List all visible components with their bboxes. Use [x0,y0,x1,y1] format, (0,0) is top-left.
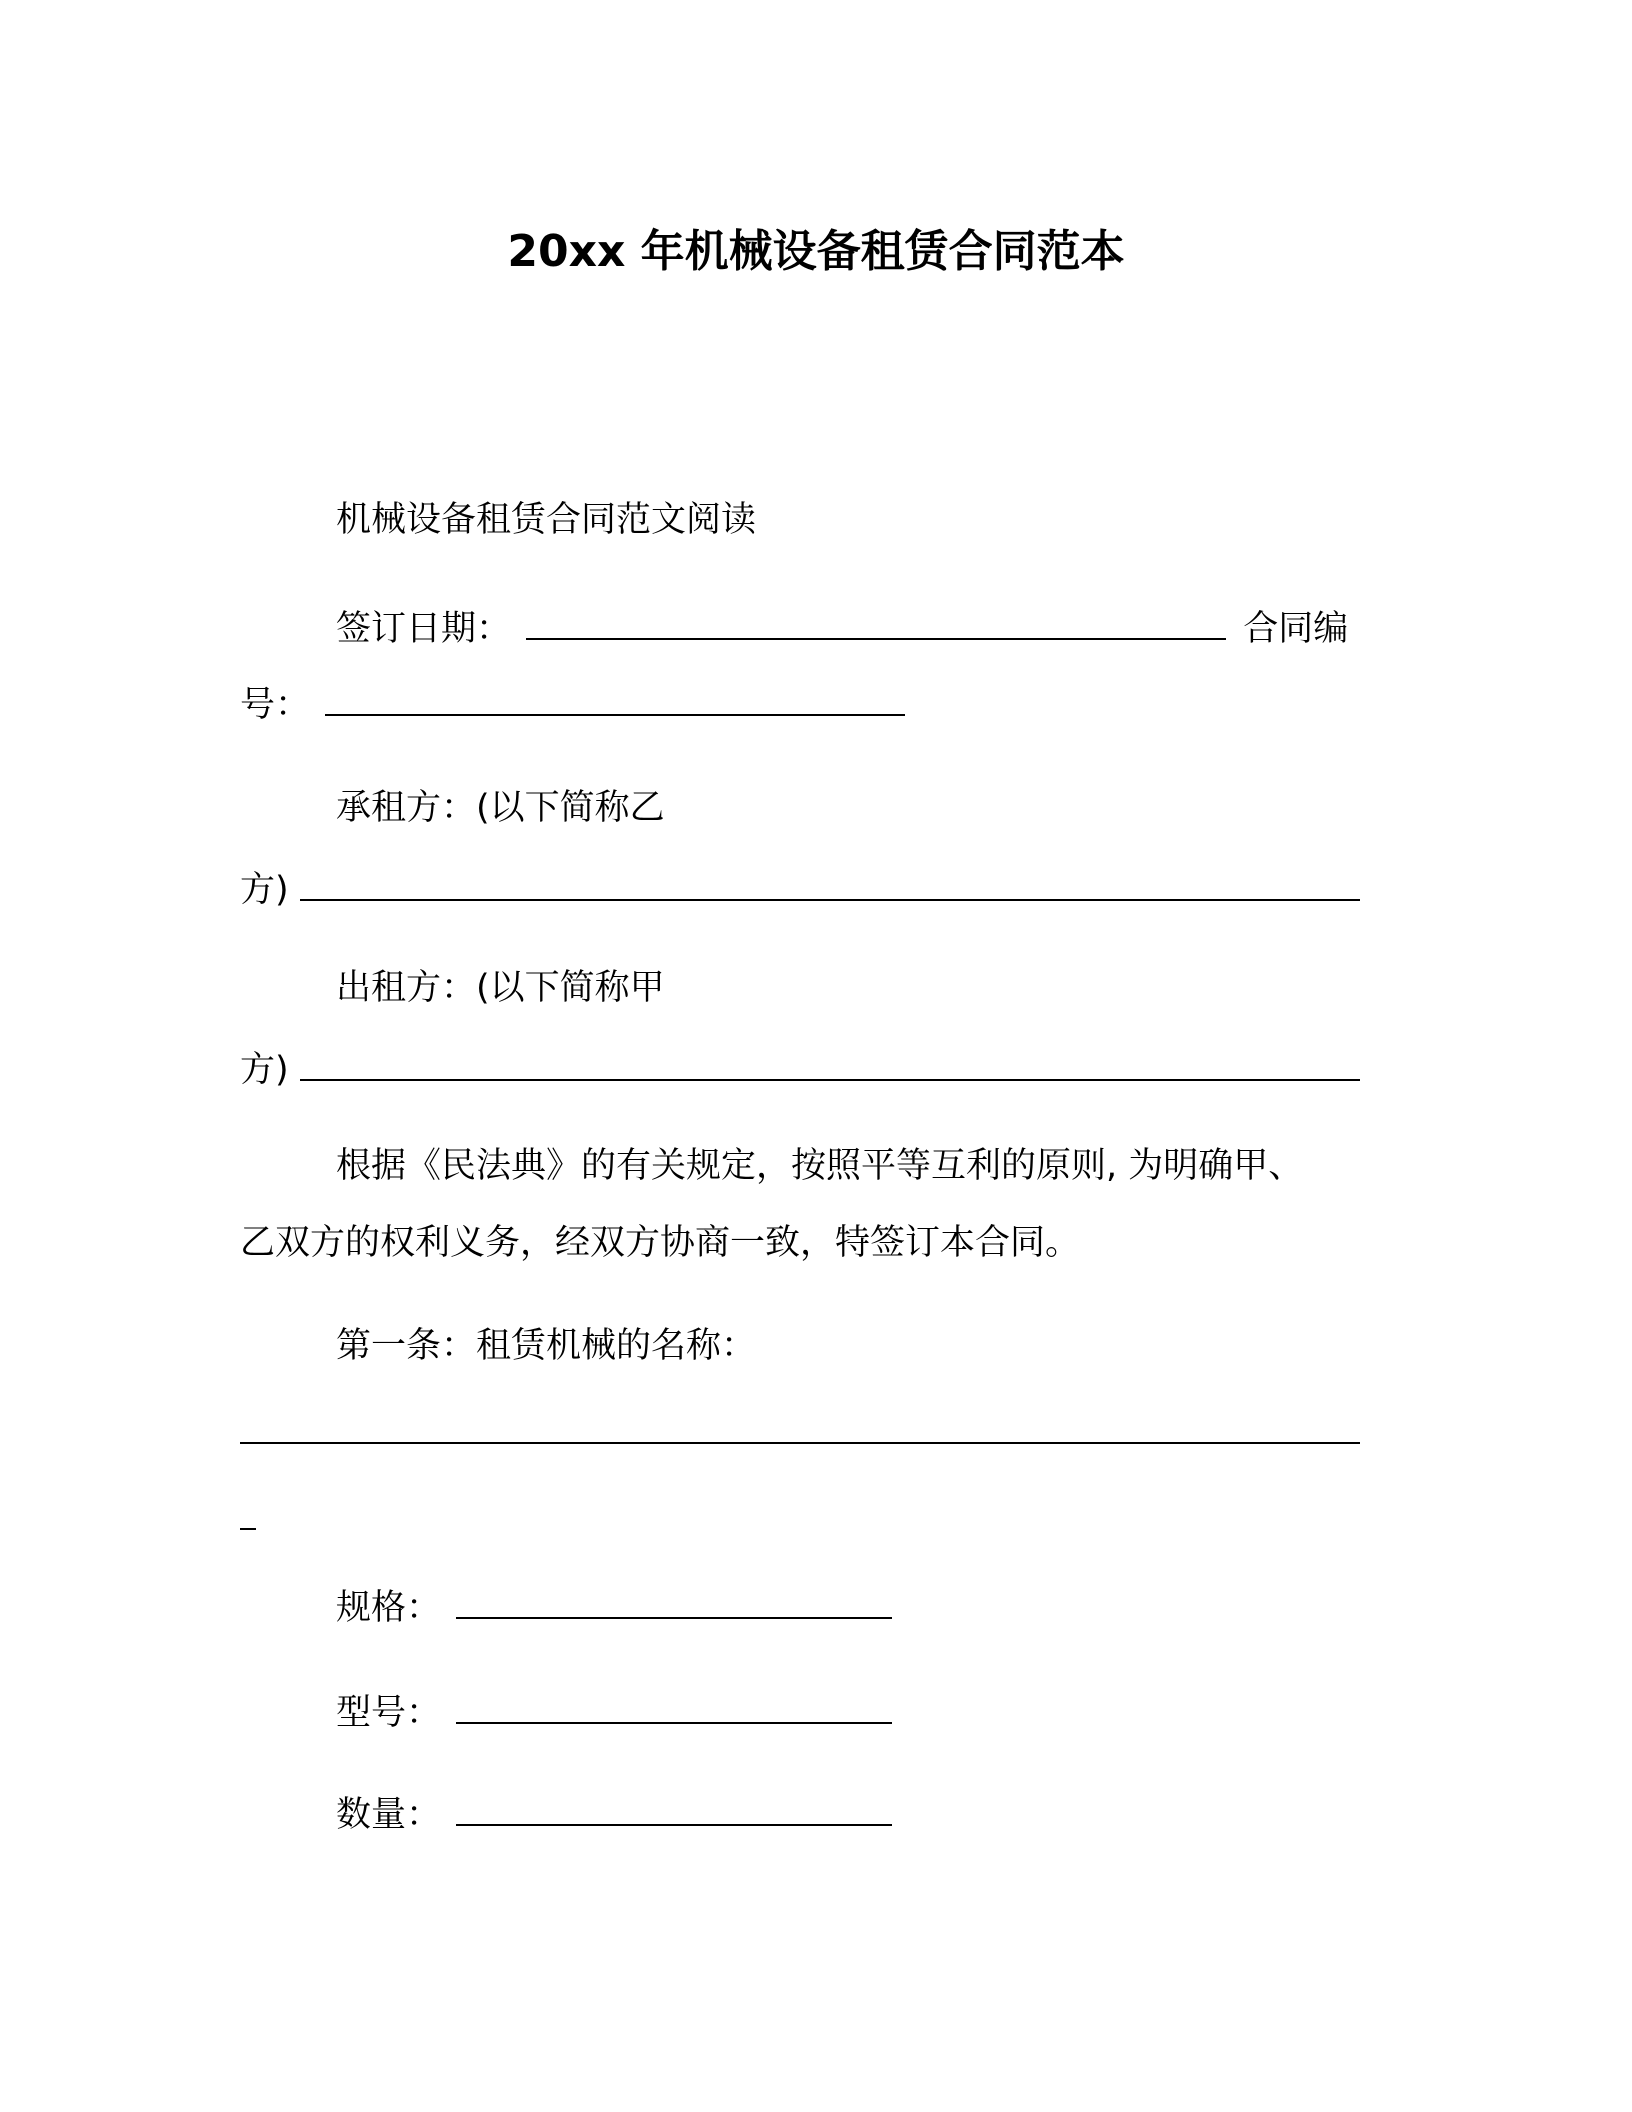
article-1-label: 第一条：租赁机械的名称： [336,1326,757,1366]
quantity-blank[interactable] [456,1790,892,1826]
article-1-blank-line[interactable] [240,1442,1360,1444]
lessor-blank[interactable] [300,1045,1360,1081]
lessee-row [240,865,1360,913]
lessor-row [240,1045,1360,1093]
contract-no-blank[interactable] [325,680,905,716]
sign-date-label: 签订日期： [336,609,512,649]
preamble-line-1: 根据《民法典》的有关规定，按照平等互利的原则, 为明确甲、 [336,1146,1304,1186]
document-title: 20xx 年机械设备租赁合同范本 [507,226,1125,277]
spec-row [336,1583,892,1631]
quantity-row [336,1790,892,1838]
lessee-label: 承租方：(以下简称乙 [336,788,665,828]
contract-no-label-cont: 号： [240,685,311,725]
document-subtitle: 机械设备租赁合同范文阅读 [336,500,757,540]
article-1-blank-line-cont [240,1528,256,1530]
preamble-line-2: 乙双方的权利义务，经双方协商一致，特签订本合同。 [240,1223,1081,1263]
model-row [336,1688,892,1736]
spec-blank[interactable] [456,1583,892,1619]
sign-date-row [336,604,1348,652]
spec-label: 规格： [336,1588,442,1628]
sign-date-blank[interactable] [526,604,1226,640]
quantity-label: 数量： [336,1795,442,1835]
lessee-label-cont: 方) [240,870,289,910]
lessor-label: 出租方：(以下简称甲 [336,968,665,1008]
contract-no-row [240,680,905,728]
model-label: 型号： [336,1693,442,1733]
lessee-blank[interactable] [300,865,1360,901]
contract-no-label: 合同编 [1243,609,1349,649]
lessor-label-cont: 方) [240,1050,289,1090]
model-blank[interactable] [456,1688,892,1724]
